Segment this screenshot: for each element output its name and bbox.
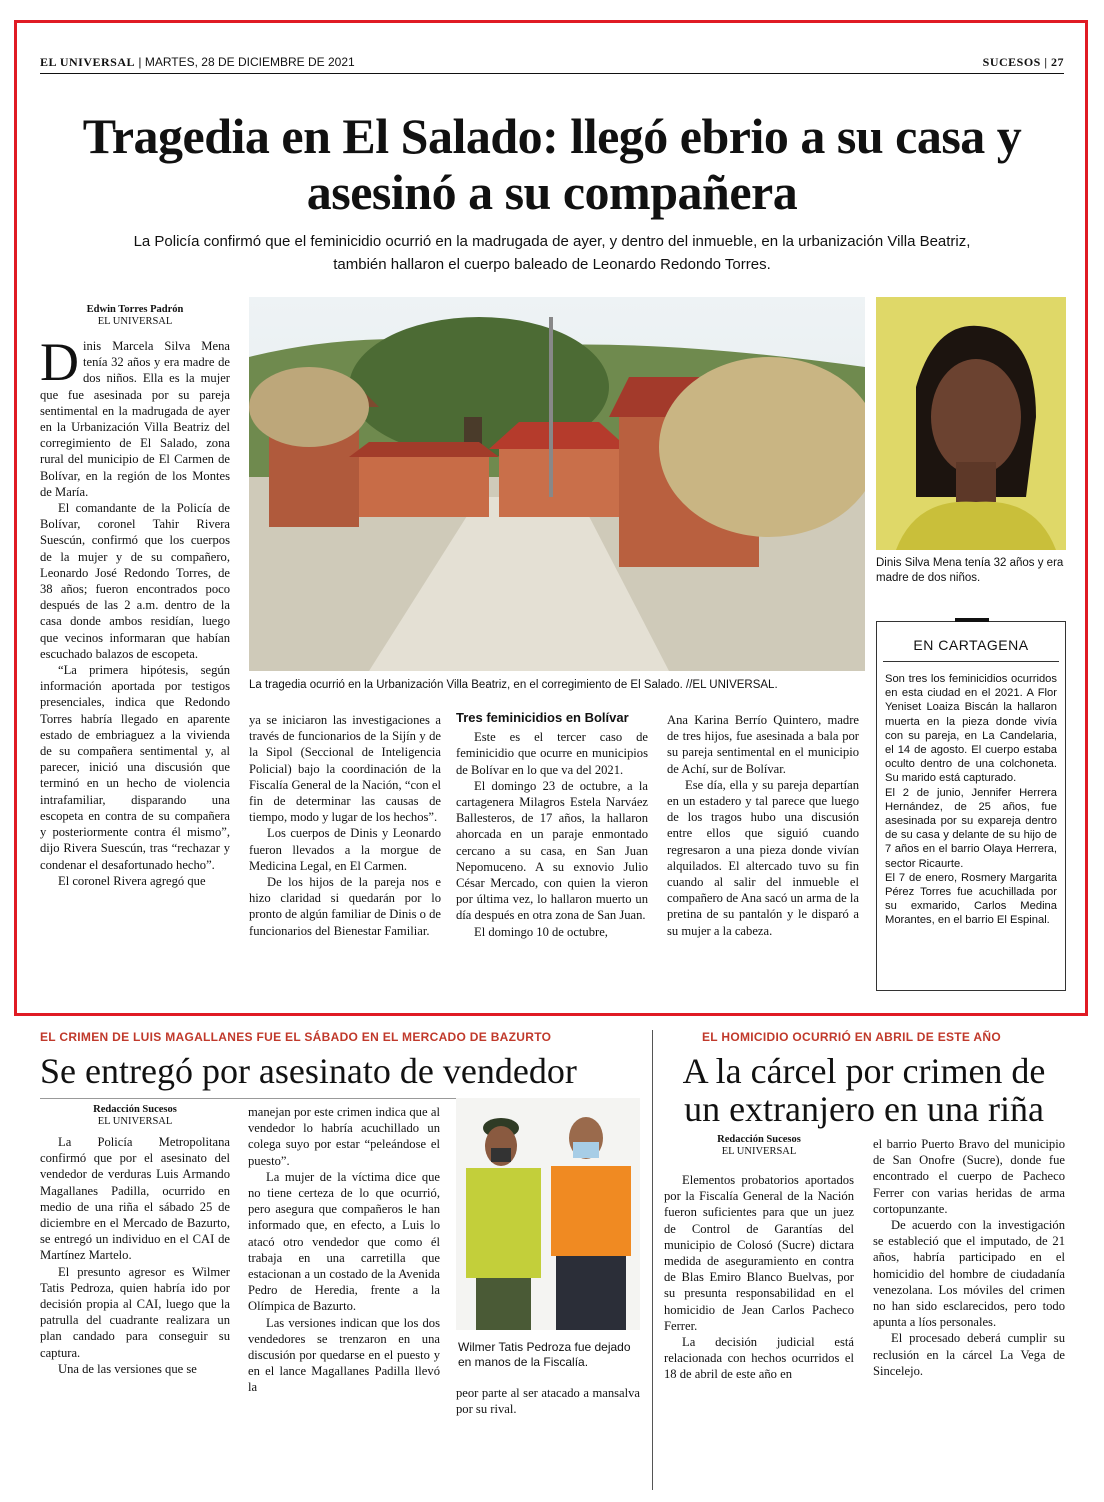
paper-date (40, 55, 355, 70)
sidebar-title: EN CARTAGENA (883, 622, 1059, 662)
byline-org: EL UNIVERSAL (721, 1146, 797, 1157)
paper-name: EL UNIVERSAL (40, 55, 136, 69)
portrait-caption: Dinis Silva Mena tenía 32 años y era madre de dos niños. (876, 557, 1064, 584)
paragraph: Las versiones indican que los dos vendedores se trenzaron en una discusión por quedarse en el puesto y en el lance Magallanes Padilla llevó la (248, 1315, 440, 1395)
byline-org: EL UNIVERSAL (97, 316, 173, 327)
byline-name: Redacción Sucesos (93, 1104, 177, 1115)
sidebar-paragraph: Son tres los feminicidios ocurridos en esta ciudad en el 2021. A Flor Yeniset Loaiza Biscán la hallaron muerta en la pieza donde vivía con su pareja, en La Candelaria, el 14 de agosto. El cuerpo estaba oculto dentro de una colchoneta. Su marido está capturado. (885, 673, 1057, 785)
paragraph-text: inis Marcela Silva Mena tenía 32 años y era madre de dos niños. Ella es la mujer que fue asesinada por su pareja sentimental en la madrugada de ayer en la Urbanización Villa Beatriz del corregimiento de El Salado, zona rural del municipio de El Carmen de Bolívar, en la región de los Montes de María. (40, 339, 230, 499)
story2-photo (456, 1098, 640, 1330)
portrait-photo (876, 297, 1066, 550)
paragraph: De los hijos de la pareja nos e hizo claridad si quedarán por lo pronto de algún familiar de Dinis o de funcionarios del Bienestar Familiar. (249, 875, 442, 938)
story3-column-2 (873, 1136, 1065, 1379)
paragraph: manejan por este crimen indica que al vendedor lo habría acuchillado un colega suyo por estar “peleándose el puesto”. (248, 1105, 440, 1168)
story2-column-2 (248, 1104, 440, 1396)
paragraph: el barrio Puerto Bravo del municipio de San Onofre (Sucre), donde fue encontrado el cuerpo de Pacheco Ferrer con varias heridas de arma cortopunzante. (873, 1137, 1065, 1216)
paragraph (40, 332, 230, 500)
main-dek: La Policía confirmó que el feminicidio ocurrió en la madrugada de ayer, y dentro del inmueble, en la urbanización Villa Beatriz, también hallaron el cuerpo baleado de Leonardo Redondo Torres. (133, 233, 971, 273)
main-column-1 (40, 304, 230, 889)
main-headline: Tragedia en El Salado: llegó ebrio a su casa y asesinó a su compañera (82, 108, 1022, 220)
main-byline (40, 304, 230, 328)
main-photo (249, 297, 865, 671)
paragraph: El coronel Rivera agregó que (58, 873, 206, 888)
woman-portrait-illustration (876, 297, 1066, 550)
sidebar-body (877, 662, 1065, 928)
main-column-2 (249, 712, 441, 939)
story2-column-3 (456, 1385, 640, 1417)
sidebar-paragraph: El 2 de junio, Jennifer Herrera Hernández, de 25 años, fue asesinada por su expareja dentro de su casa y delante de su hijo de 7 años en el barrio Olaya Herrera, sector Ricaurte. (885, 786, 1057, 870)
main-column-4 (667, 712, 859, 939)
story3-byline (664, 1134, 854, 1158)
paragraph: peor parte al ser atacado a mansalva por su rival. (456, 1386, 640, 1417)
byline-name: Edwin Torres Padrón (86, 304, 184, 315)
paragraph: El presunto agresor es Wilmer Tatis Pedroza, quien habría ido por decisión propia al CAI, luego que la patrulla del cuadrante realizara un plan candado para conseguir su captura. (40, 1264, 230, 1360)
sidebar-tab-mark (955, 618, 989, 622)
paragraph: La Policía Metropolitana confirmó que por el asesinato del vendedor de verduras Luis Armando Magallanes Padilla, ocurrido en medio de una riña el sábado 25 de diciembre en el Mercado de Bazurto, se entregó un individuo en el CAI de Martínez Martelo. (40, 1135, 230, 1263)
sidebar-en-cartagena (876, 621, 1066, 991)
paragraph: Una de las versiones que se (58, 1361, 197, 1376)
story2-column-1 (40, 1104, 230, 1377)
paragraph: Los cuerpos de Dinis y Leonardo fueron llevados a la morgue de Medicina Legal, en El Carmen. (249, 826, 441, 873)
sidebar-paragraph: El 7 de enero, Rosmery Margarita Pérez Torres fue acuchillada por su exmarido, Carlos Medina Morantes, en el barrio El Espinal. (885, 871, 1057, 927)
paragraph: Ana Karina Berrío Quintero, madre de tres hijos, fue asesinada a bala por su pareja sentimental en el municipio de Achí, sur de Bolívar. (667, 713, 859, 776)
story3-kicker: EL HOMICIDIO OCURRIÓ EN ABRIL DE ESTE AÑO (702, 1030, 1001, 1044)
village-photo-illustration (249, 297, 865, 671)
paragraph: La decisión judicial está relacionada con hechos ocurridos el 18 de abril de este año en (664, 1335, 854, 1382)
paragraph: “La primera hipótesis, según información aportada por testigos presenciales, indica que Redondo Torres habría llegado en aparente estado de embriaguez a la vivienda de su compañera sentimental y, al parecer, inició una discusión que terminó en un hecho de violencia intrafamiliar, disparando una escopeta en contra de su compañera y posteriormente contra él mismo”, dijo Rivera Suescún, tras “rechazar y condenar el desafortunado hecho”. (40, 663, 230, 872)
subhead: Tres feminicidios en Bolívar (456, 710, 629, 725)
section-page: SUCESOS | 27 (982, 55, 1064, 69)
paragraph: De acuerdo con la investigación se estableció que el imputado, de 21 años, habría participado en el homicidio del hombre de ciudadanía venezolana. Los móviles del crimen no han sido esclarecidos, pero todo apunta a líos personales. (873, 1218, 1065, 1330)
paragraph: El comandante de la Policía de Bolívar, coronel Tahir Rivera Suescún, confirmó que los cuerpos de la mujer y de su compañero, Leonardo José Redondo Torres, de 38 años; fueron encontrados poco después de las 2 a.m. dentro de la casa donde ambos residían, luego que vecinos informaran que habían escuchado balazos de escopeta. (40, 501, 230, 661)
paragraph: Elementos probatorios aportados por la Fiscalía General de la Nación fueron suficientes para que un juez de Control de Garantías del municipio de Colosó (Sucre) dictara medida de aseguramiento en contra de Blas Emiro Blanco Buelvas, por su presunta responsabilidad en el homicidio de Jean Carlos Pacheco Ferrer. (664, 1173, 854, 1333)
story2-headline: Se entregó por asesinato de vendedor (40, 1051, 577, 1091)
paragraph: La mujer de la víctima dice que no tiene certeza de lo que ocurrió, pero asegura que compañeros le han informado que, en efecto, a Luis lo atacó otro vendedor que como él trabaja en una carretilla que estacionan a un costado de la Avenida Pedro de Heredia, frente a la Olímpica de Bazurto. (248, 1169, 440, 1314)
story3-headline: A la cárcel por crimen de un extranjero en una riña (682, 1051, 1046, 1129)
paragraph: Este es el tercer caso de feminicidio que ocurre en municipios de Bolívar en lo que va del 2021. (456, 730, 648, 777)
byline-name: Redacción Sucesos (717, 1134, 801, 1145)
drop-cap: D (40, 332, 79, 392)
story3-column-1 (664, 1134, 854, 1383)
paragraph: El domingo 10 de octubre, (474, 924, 608, 939)
story2-byline (40, 1104, 230, 1128)
main-photo-caption: La tragedia ocurrió en la Urbanización Villa Beatriz, en el corregimiento de El Salado. //EL UNIVERSAL. (249, 679, 778, 691)
paragraph: El domingo 23 de octubre, a la cartagenera Milagros Estela Narváez Ballesteros, de 17 años, la hallaron ahorcada en un paraje enmontado cercano a su casa, en San Juan Nepomuceno. A su exnovio Julio César Mercado, con quien la vieron por última vez, lo hallaron muerto un día después en otra zona de San Juan. (456, 778, 648, 923)
main-column-3 (456, 710, 648, 940)
issue-date: | MARTES, 28 DE DICIEMBRE DE 2021 (138, 55, 355, 69)
byline-org: EL UNIVERSAL (97, 1116, 173, 1127)
arrest-photo-illustration (456, 1098, 640, 1330)
story2-photo-caption: Wilmer Tatis Pedroza fue dejado en manos de la Fiscalía. (458, 1340, 631, 1369)
paragraph: El procesado deberá cumplir su reclusión en la cárcel La Vega de Sincelejo. (873, 1331, 1065, 1378)
paragraph: Ese día, ella y su pareja departían en un estadero y tal parece que luego de los tragos hubo una discusión entre ellos que siguió cuando regresaron a una pieza donde vivían alquilados. El altercado tuvo su fin cuando al salir del inmueble el compañero de Ana sacó un arma de la pretina de su pantalón y le disparó a su mujer a la cabeza. (667, 777, 859, 938)
story2-kicker: EL CRIMEN DE LUIS MAGALLANES FUE EL SÁBADO EN EL MERCADO DE BAZURTO (40, 1030, 552, 1044)
column-divider (652, 1030, 653, 1490)
paragraph: ya se iniciaron las investigaciones a través de funcionarios de la Sijín y de la Sipol (Seccional de Inteligencia Policial) bajo la coordinación de la Fiscalía General de la Nación, “con el fin de determinar las causas de tiempo, modo y lugar de los hechos”. (249, 713, 441, 825)
running-head (40, 52, 1064, 74)
